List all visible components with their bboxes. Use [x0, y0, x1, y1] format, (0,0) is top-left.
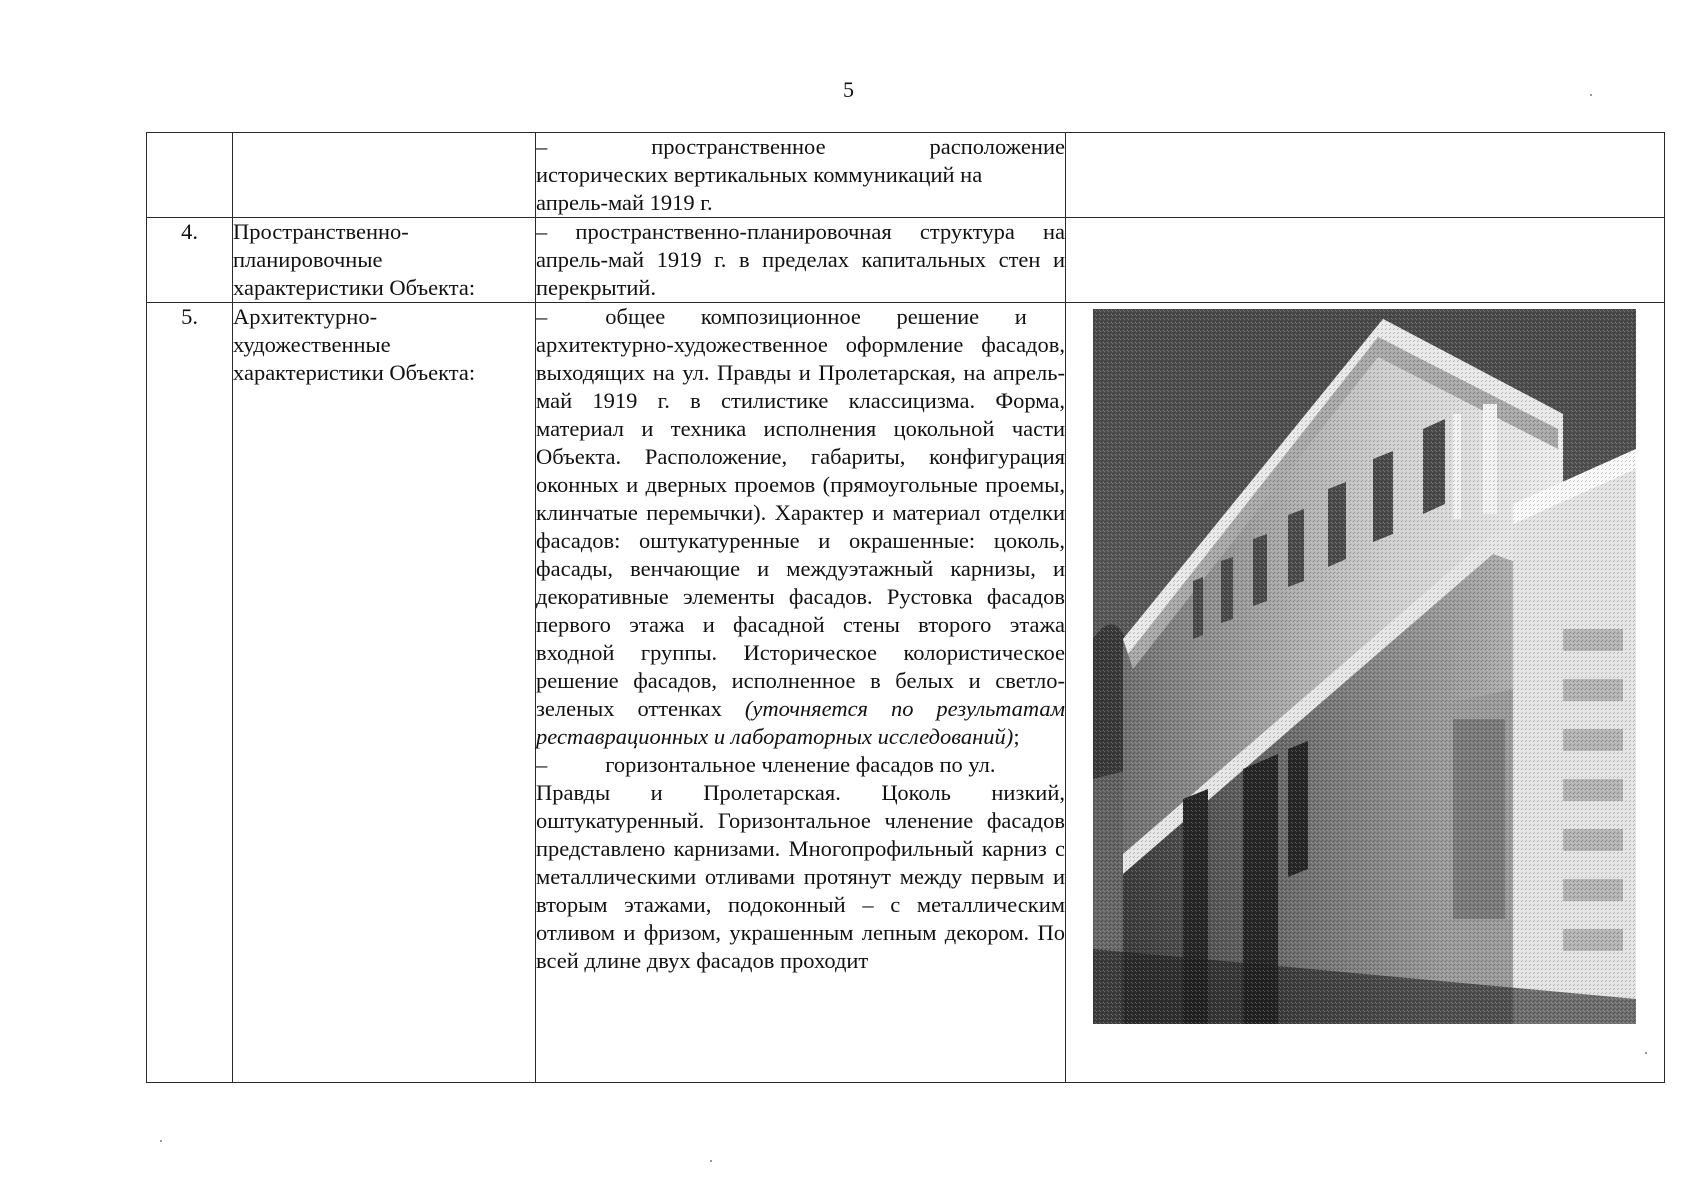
row-number: 5.	[147, 303, 233, 1083]
text-line: – общее композиционное решение и	[536, 303, 1065, 331]
page-number: 5	[843, 77, 854, 102]
row-description	[536, 133, 1066, 218]
text-line: – пространственное расположение	[536, 134, 1065, 159]
text-line: исторических вертикальных коммуникаций на	[536, 162, 983, 187]
scan-speck	[1590, 94, 1592, 96]
row-number: 4.	[147, 218, 233, 303]
text-line: – горизонтальное членение фасадов по ул.	[536, 752, 996, 777]
characteristics-table	[146, 132, 1665, 1083]
row-number	[147, 133, 233, 218]
row-illustration	[1066, 133, 1665, 218]
table-row	[147, 133, 1665, 218]
row-label: Архитектурно-художественные характеристики Объекта:	[233, 303, 536, 1083]
first-line-words: общее композиционное решение и	[605, 304, 1027, 329]
row-description: – пространственно-планировочная структура на апрель-май 1919 г. в пределах капитальных стен и перекрытий.	[536, 218, 1066, 303]
row-illustration	[1066, 218, 1665, 303]
scan-speck	[1645, 1052, 1647, 1054]
building-facade-photo	[1093, 309, 1636, 1024]
row-label: Пространственно-планировочные характеристики Объекта:	[233, 218, 536, 303]
table-row	[147, 218, 1665, 303]
paragraph: Правды и Пролетарская. Цоколь низкий, оштукатуренный. Горизонтальное членение фасадов представлено карнизами. Многопрофильный карниз с металлическими отливами протянут между первым и вторым этажами, подоконный – с металлическим отливом и фризом, украшенным лепным декором. По всей длине двух фасадов проходит	[536, 780, 1065, 973]
text-line: апрель-май 1919 г.	[536, 190, 713, 215]
row-label	[233, 133, 536, 218]
italic-note: (уточняется по результатам реставрационных и лабораторных исследований)	[536, 696, 1065, 749]
paragraph: архитектурно-художественное оформление фасадов, выходящих на ул. Правды и Пролетарская, на апрель-май 1919 г. в стилистике классицизма. Форма, материал и техника исполнения цокольной части Объекта. Расположение, габариты, конфигурация оконных и дверных проемов (прямоугольные проемы, клинчатые перемычки). Характер и материал отделки фасадов: оштукатуренные и окрашенные: цоколь, фасады, венчающие и междуэтажный карнизы, и декоративные элементы фасадов. Рустовка фасадов первого этажа и фасадной стены второго этажа входной группы. Историческое колористическое решение фасадов, исполненное в белых и светло-зеленых оттенках (уточняется по результатам реставрационных и лабораторных исследований);	[536, 332, 1065, 749]
table-row	[147, 303, 1665, 1083]
row-illustration	[1066, 303, 1665, 1083]
scan-speck	[160, 1140, 162, 1142]
row-description	[536, 303, 1066, 1083]
scan-speck	[710, 1160, 712, 1162]
